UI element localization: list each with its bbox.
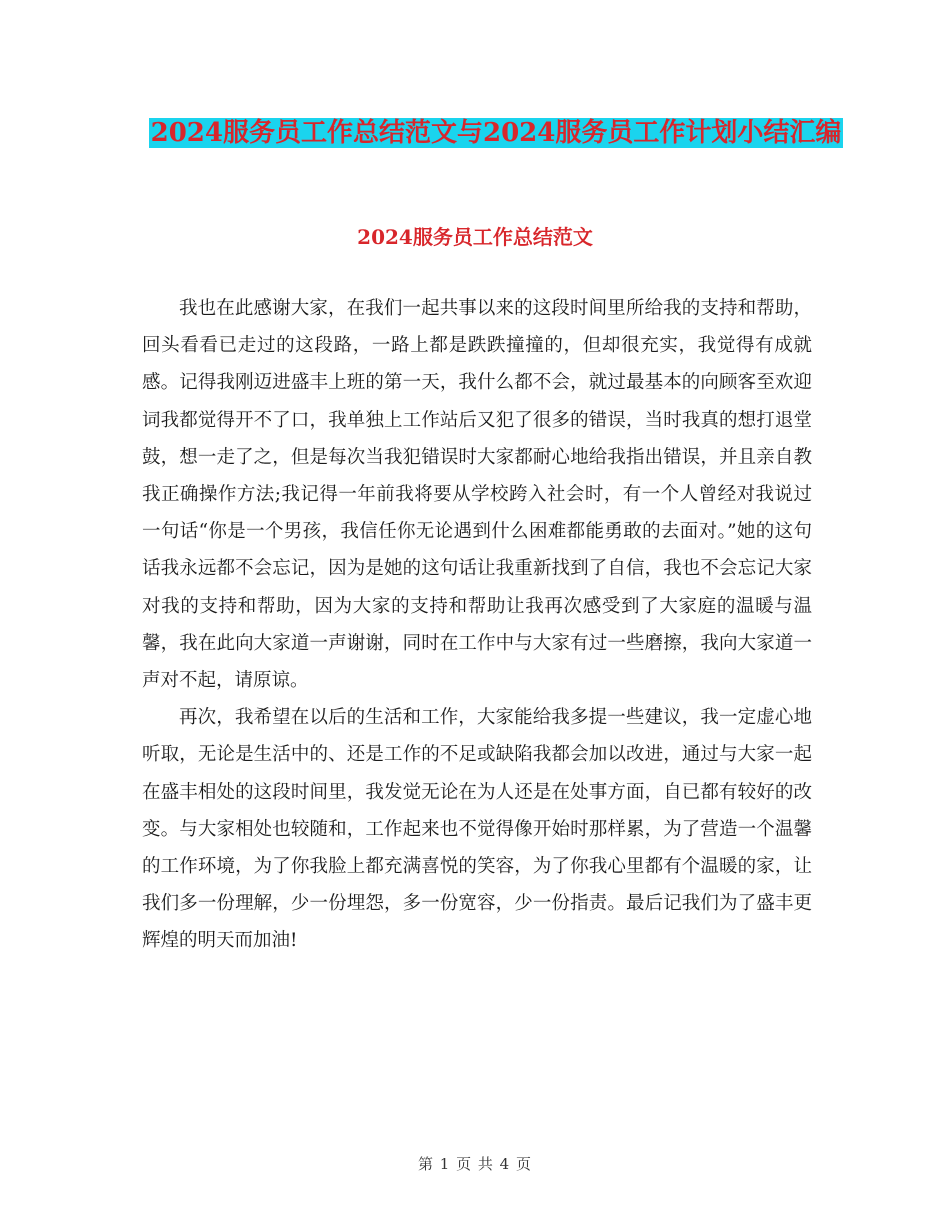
document-body [142, 290, 812, 960]
section-title: 2024服务员工作总结范文 [357, 225, 593, 249]
document-title [140, 112, 852, 154]
document-title-text: 2024服务员工作总结范文与2024服务员工作计划小结汇编 [150, 118, 842, 148]
page-number-footer: 第 1 页 共 4 页 [418, 1155, 532, 1173]
paragraph-1: 我也在此感谢大家，在我们一起共事以来的这段时间里所给我的支持和帮助，回头看看已走过的这段路，一路上都是跌跌撞撞的，但却很充实，我觉得有成就感。记得我刚迈进盛丰上班的第一天，我什么都不会，就过最基本的向顾客至欢迎词我都觉得开不了口，我单独上工作站后又犯了很多的错误，当时我真的想打退堂鼓，想一走了之，但是每次当我犯错误时大家都耐心地给我指出错误，并且亲自教我正确操作方法;我记得一年前我将要从学校跨入社会时，有一个人曾经对我说过一句话“你是一个男孩，我信任你无论遇到什么困难都能勇敢的去面对。”她的这句话我永远都不会忘记，因为是她的这句话让我重新找到了自信，我也不会忘记大家对我的支持和帮助，因为大家的支持和帮助让我再次感受到了大家庭的温暖与温馨，我在此向大家道一声谢谢，同时在工作中与大家有过一些磨擦，我向大家道一声对不起，请原谅。 [142, 298, 812, 692]
paragraph-2: 再次，我希望在以后的生活和工作，大家能给我多提一些建议，我一定虚心地听取，无论是生活中的、还是工作的不足或缺陷我都会加以改进，通过与大家一起在盛丰相处的这段时间里，我发觉无论在为人还是在处事方面，自已都有较好的改变。与大家相处也较随和，工作起来也不觉得像开始时那样累，为了营造一个温馨的工作环境，为了你我脸上都充满喜悦的笑容，为了你我心里都有个温暖的家，让我们多一份理解，少一份埋怨，多一份宽容，少一份指责。最后记我们为了盛丰更辉煌的明天而加油! [142, 707, 812, 952]
